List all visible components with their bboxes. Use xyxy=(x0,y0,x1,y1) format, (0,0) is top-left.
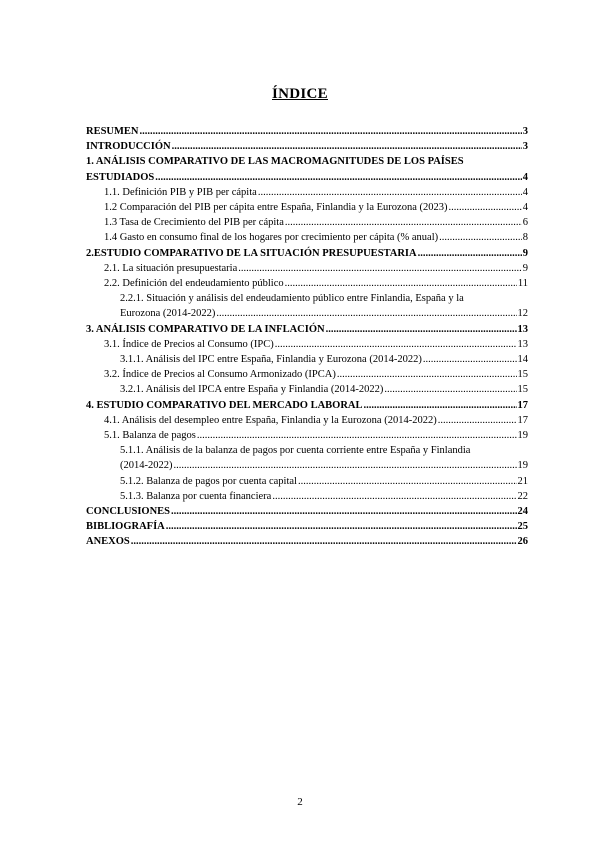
toc-entry-resumen[interactable] xyxy=(86,124,528,139)
dot-leader xyxy=(448,200,521,215)
toc-entry-page: 12 xyxy=(517,308,528,320)
toc-entry-page: 9 xyxy=(522,262,528,274)
dot-leader xyxy=(418,246,522,261)
toc-entry-page: 26 xyxy=(517,536,528,548)
toc-entry-anexos[interactable] xyxy=(86,534,528,549)
dot-leader xyxy=(197,428,517,443)
toc-entry-label-line2: (2014-2022) xyxy=(120,460,173,472)
dot-leader xyxy=(337,367,517,382)
toc-entry-label: 3. ANÁLISIS COMPARATIVO DE LA INFLACIÓN xyxy=(86,323,325,335)
dot-leader xyxy=(171,504,516,519)
toc-entry-page: 15 xyxy=(517,384,528,396)
page-number: 2 xyxy=(297,796,303,808)
dot-leader xyxy=(298,474,517,489)
toc-entry-label: 2.1. La situación presupuestaria xyxy=(104,262,238,274)
toc-entry-page: 14 xyxy=(517,354,528,366)
toc-entry-5-1[interactable] xyxy=(86,428,528,443)
toc-entry-label: 1.4 Gasto en consumo final de los hogares por crecimiento per cápita (% anual) xyxy=(104,232,439,244)
toc-entry-4-1[interactable] xyxy=(86,413,528,428)
dot-leader xyxy=(140,124,522,139)
toc-entry-conclusiones[interactable] xyxy=(86,504,528,519)
toc-entry-page: 13 xyxy=(517,323,528,335)
toc-entry-label: INTRODUCCIÓN xyxy=(86,141,171,153)
dot-leader xyxy=(172,139,522,154)
toc-entry-label: 1.1. Definición PIB y PIB per cápita xyxy=(104,186,257,198)
toc-entry-label: 3.2.1. Análisis del IPCA entre España y Finlandia (2014-2022) xyxy=(120,384,384,396)
dot-leader xyxy=(238,261,522,276)
toc-entry-page: 22 xyxy=(517,490,528,502)
dot-leader xyxy=(131,534,517,549)
dot-leader xyxy=(258,185,522,200)
toc-entry-page: 19 xyxy=(517,430,528,442)
dot-leader xyxy=(438,413,517,428)
toc-entry-label-line2: Eurozona (2014-2022) xyxy=(120,308,216,320)
dot-leader xyxy=(174,458,517,473)
toc-entry-page: 3 xyxy=(522,141,528,153)
toc-entry-page: 3 xyxy=(522,126,528,137)
toc-entry-page: 11 xyxy=(517,278,528,290)
toc-entry-label: 4. ESTUDIO COMPARATIVO DEL MERCADO LABORAL xyxy=(86,399,363,411)
toc-entry-label: 5.1.2. Balanza de pagos por cuenta capital xyxy=(120,475,297,487)
toc-entry-3-2[interactable] xyxy=(86,367,528,382)
toc-entry-5-1-1[interactable] xyxy=(86,443,528,473)
toc-entry-label: 1.3 Tasa de Crecimiento del PIB per cápita xyxy=(104,217,284,229)
dot-leader xyxy=(166,519,517,534)
toc-entry-section-4[interactable] xyxy=(86,398,528,413)
toc-entry-page: 6 xyxy=(522,217,528,229)
toc-entry-label-line1: 2.2.1. Situación y análisis del endeudamiento público entre Finlandia, España y la xyxy=(120,293,464,305)
dot-leader xyxy=(423,352,517,367)
toc-entry-1-3[interactable] xyxy=(86,215,528,230)
toc-entry-label: ANEXOS xyxy=(86,536,130,548)
toc-entry-label: 2.2. Definición del endeudamiento público xyxy=(104,278,284,290)
toc-entry-page: 19 xyxy=(517,460,528,472)
toc-entry-page: 9 xyxy=(522,247,528,259)
toc-entry-label: 3.1. Índice de Precios al Consumo (IPC) xyxy=(104,338,274,350)
toc-entry-label: 5.1. Balanza de pagos xyxy=(104,430,196,442)
toc-entry-2-2[interactable] xyxy=(86,276,528,291)
toc-entry-page: 4 xyxy=(522,186,528,198)
toc-entry-page: 4 xyxy=(522,171,528,183)
toc-entry-section-2[interactable] xyxy=(86,246,528,261)
dot-leader xyxy=(216,306,516,321)
toc-entry-page: 24 xyxy=(517,506,528,518)
toc-entry-bibliografia[interactable] xyxy=(86,519,528,534)
toc-entry-label: 1.2 Comparación del PIB per cápita entre España, Finlandia y la Eurozona (2023) xyxy=(104,202,448,214)
dot-leader xyxy=(272,489,516,504)
toc-entry-2-1[interactable] xyxy=(86,261,528,276)
toc-entry-2-2-1[interactable] xyxy=(86,291,528,321)
toc-entry-label: RESUMEN xyxy=(86,126,139,137)
toc-entry-page: 25 xyxy=(517,521,528,533)
toc-entry-page: 21 xyxy=(517,475,528,487)
toc-entry-page: 17 xyxy=(517,399,528,411)
toc-entry-label: 3.1.1. Análisis del IPC entre España, Finlandia y Eurozona (2014-2022) xyxy=(120,354,422,366)
table-of-contents xyxy=(86,124,528,550)
dot-leader xyxy=(364,398,517,413)
dot-leader xyxy=(326,322,517,337)
dot-leader xyxy=(285,215,522,230)
toc-entry-label: 2.ESTUDIO COMPARATIVO DE LA SITUACIÓN PRESUPUESTARIA xyxy=(86,247,417,259)
toc-entry-1-4[interactable] xyxy=(86,230,528,245)
toc-entry-label-line1: 1. ANÁLISIS COMPARATIVO DE LAS MACROMAGNITUDES DE LOS PAÍSES xyxy=(86,156,464,168)
toc-entry-page: 8 xyxy=(522,232,528,244)
toc-entry-section-3[interactable] xyxy=(86,322,528,337)
toc-entry-section-1[interactable] xyxy=(86,154,528,184)
toc-entry-1-2[interactable] xyxy=(86,200,528,215)
toc-entry-3-1-1[interactable] xyxy=(86,352,528,367)
toc-entry-page: 13 xyxy=(517,338,528,350)
toc-entry-label: 4.1. Análisis del desempleo entre España, Finlandia y la Eurozona (2014-2022) xyxy=(104,414,437,426)
toc-entry-3-1[interactable] xyxy=(86,337,528,352)
toc-entry-page: 15 xyxy=(517,369,528,381)
dot-leader xyxy=(275,337,517,352)
toc-entry-1-1[interactable] xyxy=(86,185,528,200)
dot-leader xyxy=(384,382,516,397)
dot-leader xyxy=(155,170,521,185)
toc-entry-label-line2: ESTUDIADOS xyxy=(86,171,155,183)
toc-entry-label: 3.2. Índice de Precios al Consumo Armonizado (IPCA) xyxy=(104,369,336,381)
toc-entry-5-1-2[interactable] xyxy=(86,474,528,489)
toc-entry-label: BIBLIOGRAFÍA xyxy=(86,521,165,533)
toc-entry-page: 17 xyxy=(517,414,528,426)
toc-entry-label: 5.1.3. Balanza por cuenta financiera xyxy=(120,490,272,502)
toc-entry-3-2-1[interactable] xyxy=(86,382,528,397)
toc-entry-page: 4 xyxy=(522,202,528,214)
dot-leader xyxy=(285,276,517,291)
toc-entry-label-line1: 5.1.1. Análisis de la balanza de pagos por cuenta corriente entre España y Finlandia xyxy=(120,445,471,457)
page-title: ÍNDICE xyxy=(272,86,328,102)
toc-entry-label: CONCLUSIONES xyxy=(86,506,171,518)
dot-leader xyxy=(439,230,522,245)
toc-entry-introduccion[interactable] xyxy=(86,139,528,154)
toc-entry-5-1-3[interactable] xyxy=(86,489,528,504)
